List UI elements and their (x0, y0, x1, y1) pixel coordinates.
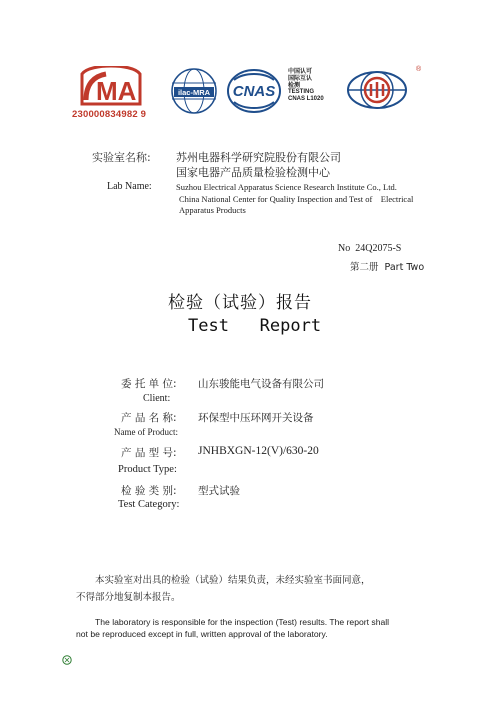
cnas-mark-icon (226, 68, 282, 114)
product-value: 环保型中压环网开关设备 (198, 412, 314, 424)
cma-logo (72, 66, 150, 122)
lab-name-en-3: Apparatus Products (179, 205, 246, 215)
notice-cn-1: 本实验室对出具的检验（试验）结果负责，未经实验室书面同意， (95, 575, 371, 586)
ilac-mra-logo (170, 67, 218, 115)
lab-name-en-1: Suzhou Electrical Apparatus Science Research Institute Co., Ltd. (176, 182, 397, 192)
category-label-cn: 检 验 类 别: (121, 485, 177, 497)
type-value: JNHBXGN-12(V)/630-20 (198, 445, 319, 457)
ilac-mra-globe-icon (170, 67, 218, 115)
cqc-globe-icon (346, 70, 408, 110)
client-value: 山东骏能电气设备有限公司 (198, 378, 324, 390)
client-label-en: Client: (143, 393, 171, 404)
product-label-en: Name of Product: (114, 427, 178, 437)
lab-label-en: Lab Name: (107, 181, 152, 192)
report-volume: 第二册 Part Two (350, 262, 425, 273)
lab-label-cn: 实验室名称: (92, 151, 151, 164)
ilac-text: ilac-MRA (177, 88, 211, 97)
cma-code: 230000834982 9 (72, 109, 147, 120)
report-number: No 24Q2075-S (338, 243, 402, 254)
cnas-side-line-4: TESTING (288, 89, 315, 95)
stamp-icon (62, 650, 72, 660)
notice-en-2: not be reproduced except in full, written approval of the laboratory. (76, 629, 328, 639)
registered-mark: ® (416, 66, 422, 73)
cnas-side-line-1: 中国认可 (288, 68, 313, 75)
cnas-side-line-5: CNAS L1020 (288, 96, 324, 102)
svg-text:MA: MA (96, 76, 137, 106)
client-label-cn: 委 托 单 位: (121, 378, 177, 390)
cnas-side-text (288, 68, 348, 103)
lab-name-cn-2: 国家电器产品质量检验检测中心 (176, 166, 330, 179)
type-label-cn: 产 品 型 号: (121, 447, 177, 459)
category-value: 型式试验 (198, 485, 240, 497)
notice-en-1: The laboratory is responsible for the inspection (Test) results. The report shall (95, 617, 390, 627)
cnas-text: CNAS (232, 83, 276, 100)
cnas-side-line-3: 检测 (288, 82, 301, 89)
report-title-en: Test Report (188, 316, 322, 336)
cnas-side-line-2: 国际互认 (288, 75, 313, 82)
product-label-cn: 产 品 名 称: (121, 412, 177, 424)
cnas-logo (226, 68, 282, 114)
iaf-logo (346, 70, 408, 110)
report-title-cn: 检验（试验）报告 (168, 293, 312, 313)
lab-name-en-2: China National Center for Quality Inspection and Test of Electrical (179, 194, 414, 204)
notice-cn-2: 不得部分地复制本报告。 (76, 592, 181, 603)
lab-name-cn-1: 苏州电器科学研究院股份有限公司 (176, 151, 341, 164)
category-label-en: Test Category: (118, 499, 180, 510)
type-label-en: Product Type: (118, 464, 177, 475)
